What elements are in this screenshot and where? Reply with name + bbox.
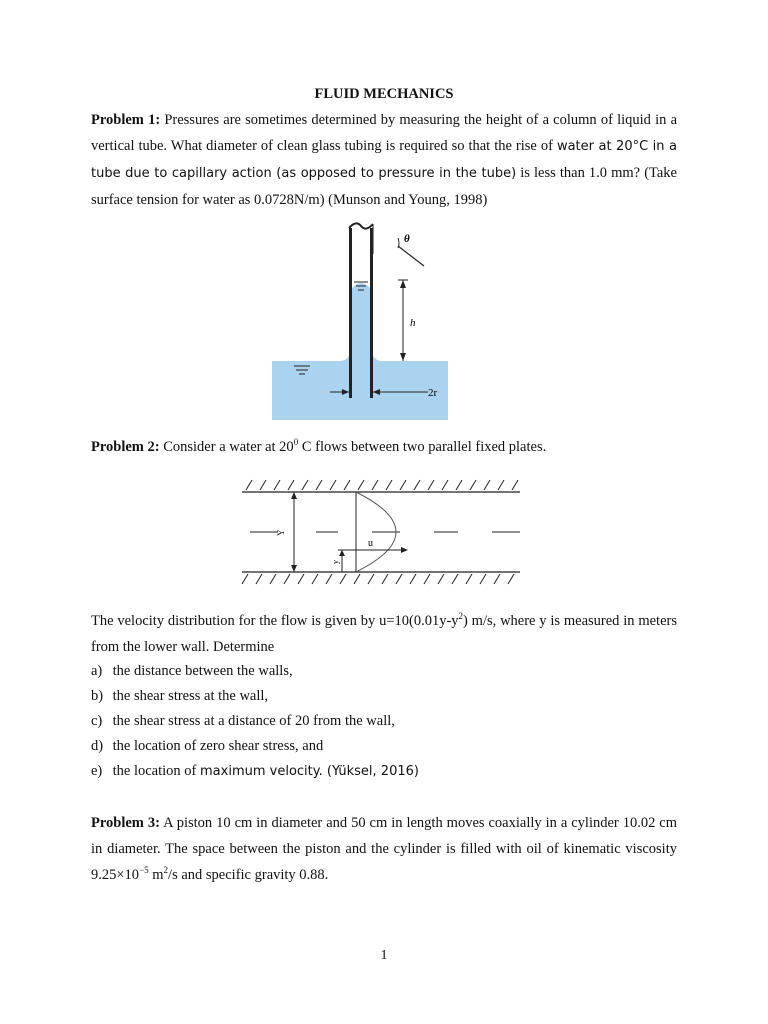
problem-2-intro	[91, 434, 677, 460]
problem-2-para-b: ) m/s, where y is measured in meters from the lower wall. Determine	[91, 613, 677, 655]
problem-1-text	[91, 107, 677, 213]
list-item	[91, 659, 677, 684]
list-item-text: the shear stress at the wall,	[112, 688, 269, 704]
problem-1-text-b: water at 20°C in a tube due to capillary action (as opposed to pressure in the tube)	[91, 139, 677, 181]
problem-2-para-a: The velocity distribution for the flow is given by u=10(0.01y-y	[91, 613, 459, 629]
r-label: 2r	[428, 387, 438, 399]
list-item	[91, 684, 677, 709]
theta-label: θ	[404, 233, 410, 245]
list-item	[91, 734, 677, 759]
problem-1-text-c: is less than 1.0 mm? (Take surface tension for water as 0.0728N/m) (Munson and Young, 1998)	[91, 165, 677, 208]
problem-3-text-a: A piston 10 cm in diameter and 50 cm in length moves coaxially in a cylinder 10.02 cm in diameter. The space between the piston and the cylinder is filled with oil of kinematic viscosity 9.25×10	[91, 815, 677, 883]
problem-3-text-c: /s and specific gravity 0.88.	[168, 867, 329, 883]
problem-1-text-a: Pressures are sometimes determined by measuring the height of a column of liquid in a vertical tube. What diameter of clean glass tubing is required so that the rise of	[91, 112, 678, 154]
Y-arrow-top	[291, 492, 297, 499]
tube-break	[349, 223, 373, 228]
list-item-text: the shear stress at a distance of 20 from the wall,	[112, 713, 395, 729]
problem-2-text-a: Consider a water at 20	[159, 439, 294, 455]
problem-1-label: Problem 1:	[91, 112, 161, 128]
problem-2-body	[91, 608, 677, 660]
u-arrow-head	[401, 547, 408, 553]
problem-2-label: Problem 2:	[91, 439, 160, 455]
problem-3-sup-1: −5	[139, 865, 149, 876]
capillary-tube-figure	[270, 218, 450, 422]
page-title: FLUID MECHANICS	[314, 86, 454, 102]
h-arrow-bottom	[400, 353, 406, 361]
y-arrow-top	[339, 550, 345, 556]
problem-2-questions	[91, 659, 677, 784]
angle-arc	[398, 238, 399, 248]
u-label: u	[368, 538, 373, 549]
list-item-text: the location of zero shear stress, and	[112, 738, 324, 754]
list-item-label: c)	[91, 713, 103, 729]
problem-3-text	[91, 810, 677, 888]
problem-3-label: Problem 3:	[91, 815, 160, 831]
h-arrow-top	[400, 280, 406, 288]
tube-wall-left	[349, 228, 352, 398]
list-item-label: d)	[91, 738, 104, 754]
problem-3-text-b: m	[148, 867, 164, 883]
outer-meniscus-right	[370, 346, 448, 361]
list-item-label: b)	[91, 688, 104, 704]
problem-2-degree: 0	[293, 437, 299, 448]
problem-2-text-b: C flows between two parallel fixed plates.	[298, 439, 547, 455]
list-item	[91, 759, 677, 784]
list-item-text: the distance between the walls,	[112, 663, 293, 679]
problem-3-sup-2: 2	[163, 865, 169, 876]
list-item-label: a)	[91, 663, 103, 679]
Y-label: Y	[276, 529, 286, 536]
h-label: h	[410, 317, 416, 329]
list-item-label: e)	[91, 763, 103, 779]
parallel-plates-figure	[238, 478, 524, 586]
upper-plate	[242, 480, 520, 492]
outer-meniscus-left	[272, 346, 352, 361]
angle-tangent-line	[398, 246, 424, 266]
problem-2-para-sup: 2	[458, 611, 464, 622]
y-label: y	[331, 560, 340, 564]
water-column	[352, 280, 370, 420]
list-item-text-mono: maximum velocity. (Yüksel, 2016)	[200, 764, 419, 779]
list-item	[91, 709, 677, 734]
Y-arrow-bottom	[291, 565, 297, 572]
list-item-text: the location of	[112, 763, 201, 779]
lower-plate	[242, 572, 520, 584]
page-number: 1	[380, 948, 388, 963]
